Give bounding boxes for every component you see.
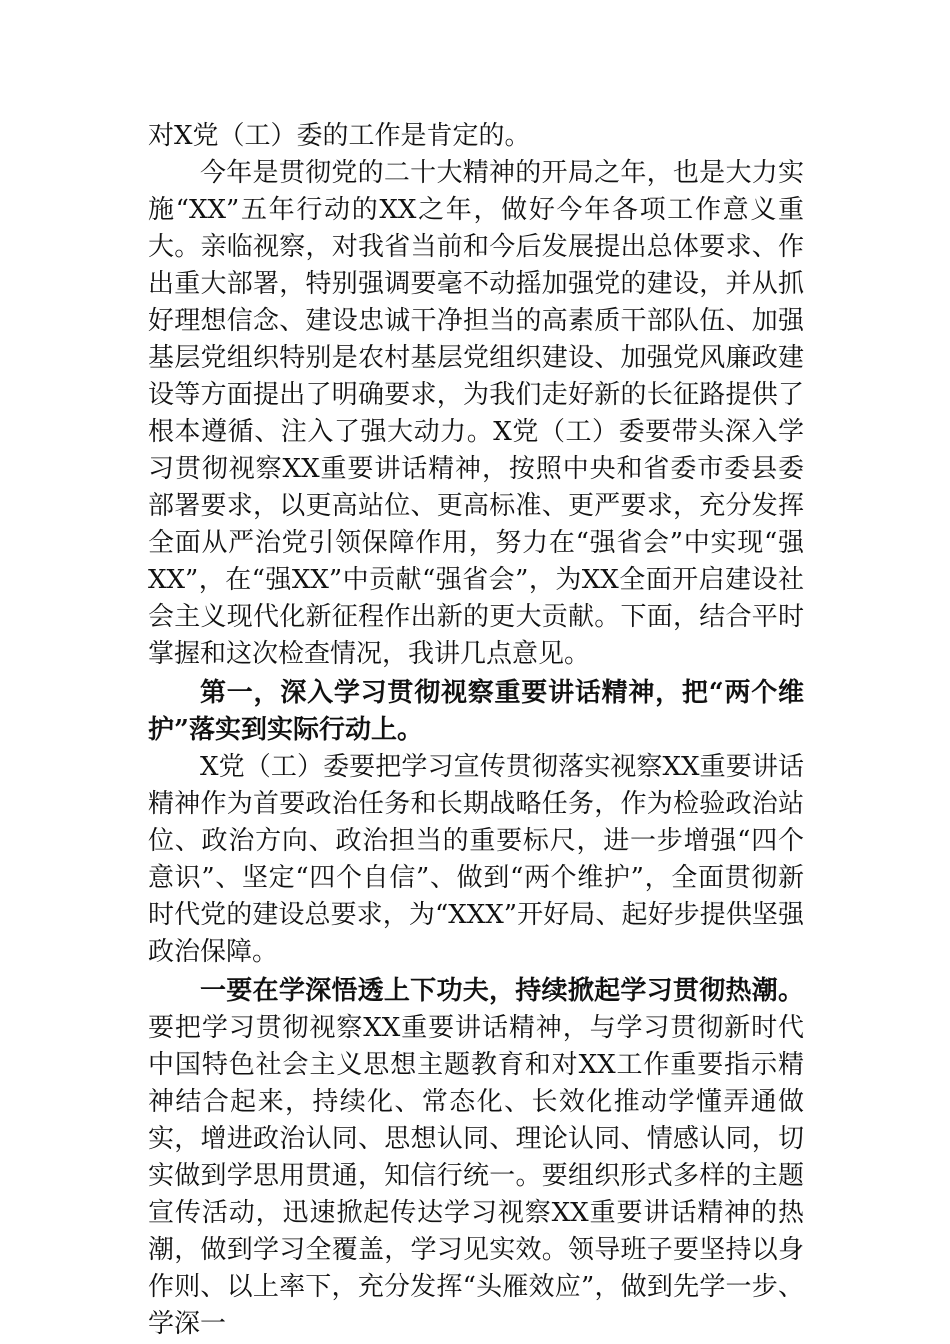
- paragraph-intro: 今年是贯彻党的二十大精神的开局之年，也是大力实施“XX”五年行动的XX之年，做好今年各项工作意义重大。亲临视察，对我省当前和今后发展提出总体要求、作出重大部署，特别强调要毫不动摇加强党的建设，并从抓好理想信念、建设忠诚干净担当的高素质干部队伍、加强基层党组织特别是农村基层党组织建设、加强党风廉政建设等方面提出了明确要求，为我们走好新的长征路提供了根本遵循、注入了强大动力。X党（工）委要带头深入学习贯彻视察XX重要讲话精神，按照中央和省委市委县委部署要求，以更高站位、更高标准、更严要求，充分发挥全面从严治党引领保障作用，努力在“强省会”中实现“强XX”，在“强XX”中贡献“强省会”，为XX全面开启建设社会主义现代化新征程作出新的更大贡献。下面，结合平时掌握和这次检查情况，我讲几点意见。: [148, 158, 804, 669]
- paragraph-continuation: 对X党（工）委的工作是肯定的。: [148, 121, 531, 151]
- point-one-lead: 一要在学深悟透上下功夫，持续掀起学习贯彻热潮。: [200, 976, 804, 1006]
- point-one-text: 要把学习贯彻视察XX重要讲话精神，与学习贯彻新时代中国特色社会主义思想主题教育和对XX工作重要指示精神结合起来，持续化、常态化、长效化推动学懂弄通做实，增进政治认同、思想认同、理论认同、情感认同，切实做到学思用贯通，知信行统一。要组织形式多样的主题宣传活动，迅速掀起传达学习视察XX重要讲话精神的热潮，做到学习全覆盖，学习见实效。领导班子要坚持以身作则、以上率下，充分发挥“头雁效应”，做到先学一步、学深一: [148, 1013, 804, 1339]
- section-heading-first: 第一，深入学习贯彻视察重要讲话精神，把“两个维护”落实到实际行动上。: [148, 678, 804, 745]
- paragraph-point-one: [148, 973, 804, 1343]
- paragraph-section-one: X党（工）委要把学习宣传贯彻落实视察XX重要讲话精神作为首要政治任务和长期战略任务，作为检验政治站位、政治方向、政治担当的重要标尺，进一步增强“四个意识”、坚定“四个自信”、做到“两个维护”，全面贯彻新时代党的建设总要求，为“XXX”开好局、起好步提供坚强政治保障。: [148, 752, 804, 967]
- document-body: [148, 118, 804, 1343]
